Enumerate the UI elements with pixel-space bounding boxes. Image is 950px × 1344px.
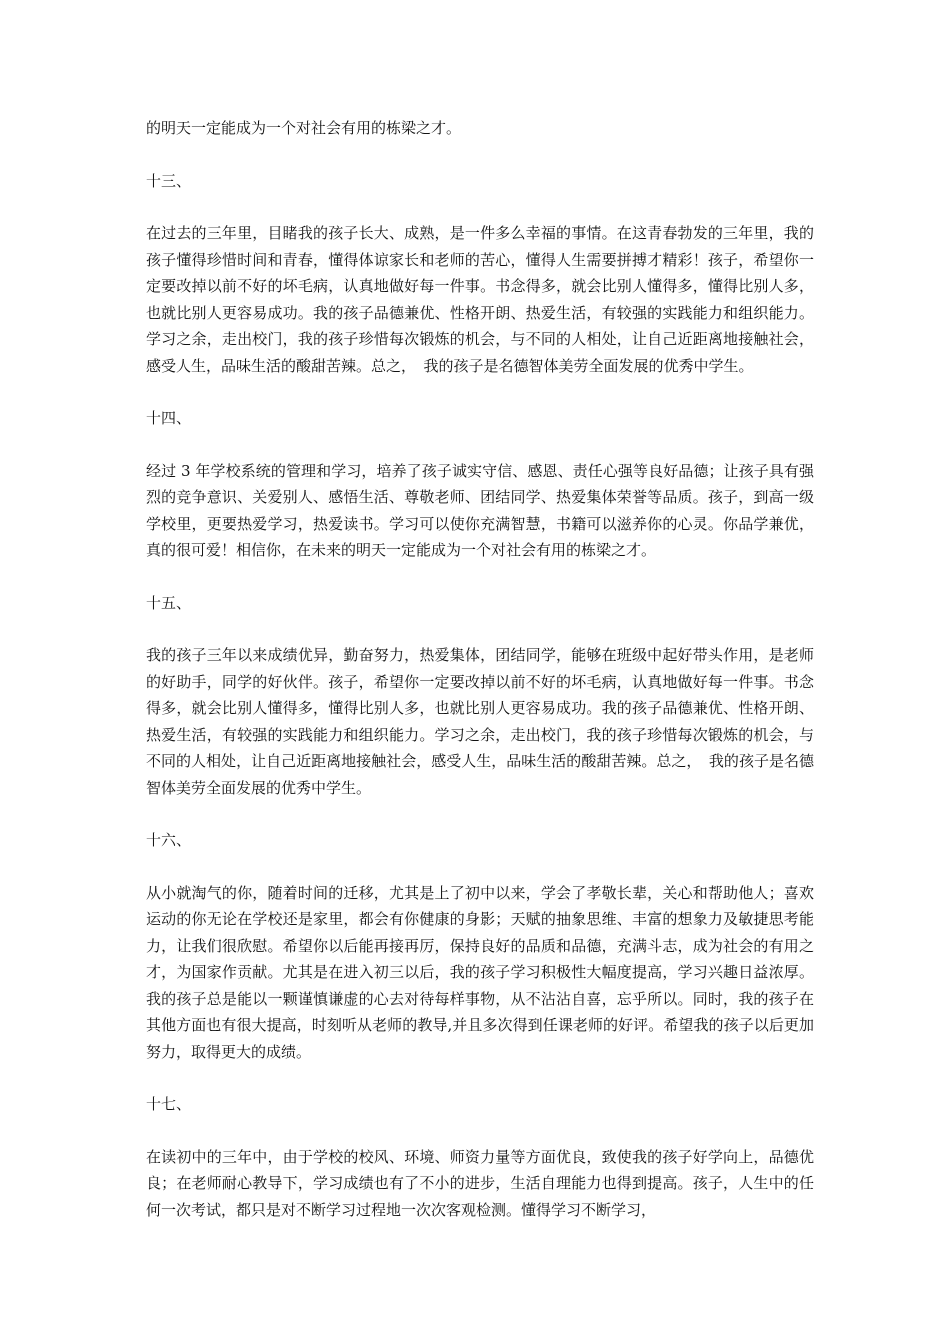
section-heading-16: 十六、 bbox=[146, 831, 192, 849]
paragraph-17: 在读初中的三年中，由于学校的校风、环境、师资力量等方面优良，致使我的孩子好学向上，品德优良；在老师耐心教导下，学习成绩也有了不小的进步，生活自理能力也得到提高。孩子，人生中的任何一次考试，都只是对不断学习过程地一次次客观检测。懂得学习不断学习， bbox=[146, 1147, 814, 1219]
paragraph-15: 我的孩子三年以来成绩优异，勤奋努力，热爱集体，团结同学，能够在班级中起好带头作用，是老师的好助手，同学的好伙伴。孩子，希望你一定要改掉以前不好的坏毛病，认真地做好每一件事。书念得多，就会比别人懂得多，懂得比别人多，也就比别人更容易成功。我的孩子品德兼优、性格开朗、热爱生活，有较强的实践能力和组织能力。学习之余，走出校门，我的孩子珍惜每次锻炼的机会，与不同的人相处，让自己近距离地接触社会，感受人生，品味生活的酸甜苦辣。总之， 我的孩子是名德智体美劳全面发展的优秀中学生。 bbox=[146, 646, 814, 797]
paragraph-continued: 的明天一定能成为一个对社会有用的栋梁之才。 bbox=[146, 119, 462, 137]
section-heading-14: 十四、 bbox=[146, 409, 192, 427]
paragraph-13: 在过去的三年里，目睹我的孩子长大、成熟，是一件多么幸福的事情。在这青春勃发的三年里，我的孩子懂得珍惜时间和青春，懂得体谅家长和老师的苦心，懂得人生需要拼搏才精彩！孩子，希望你一定要改掉以前不好的坏毛病，认真地做好每一件事。书念得多，就会比别人懂得多，懂得比别人多，也就比别人更容易成功。我的孩子品德兼优、性格开朗、热爱生活，有较强的实践能力和组织能力。学习之余，走出校门，我的孩子珍惜每次锻炼的机会，与不同的人相处，让自己近距离地接触社会，感受人生，品味生活的酸甜苦辣。总之， 我的孩子是名德智体美劳全面发展的优秀中学生。 bbox=[146, 224, 814, 375]
section-heading-15: 十五、 bbox=[146, 593, 192, 612]
section-heading-17: 十七、 bbox=[146, 1095, 192, 1113]
paragraph-14: 经过 3 年学校系统的管理和学习，培养了孩子诚实守信、感恩、责任心强等良好品德；让孩子具有强烈的竞争意识、关爱别人、感悟生活、尊敬老师、团结同学、热爱集体荣誉等品质。孩子，到高一级学校里，更要热爱学习，热爱读书。学习可以使你充满智慧，书籍可以滋养你的心灵。你品学兼优，真的很可爱！相信你，在未来的明天一定能成为一个对社会有用的栋梁之才。 bbox=[146, 461, 814, 559]
section-heading-13: 十三、 bbox=[146, 171, 192, 190]
document-body bbox=[146, 115, 814, 1223]
paragraph-16: 从小就淘气的你，随着时间的迁移，尤其是上了初中以来，学会了孝敬长辈，关心和帮助他人；喜欢运动的你无论在学校还是家里，都会有你健康的身影；天赋的抽象思维、丰富的想象力及敏捷思考能力，让我们很欣慰。希望你以后能再接再厉，保持良好的品质和品德，充满斗志，成为社会的有用之才，为国家作贡献。尤其是在进入初三以后，我的孩子学习积极性大幅度提高，学习兴趣日益浓厚。我的孩子总是能以一颗谨慎谦虚的心去对待每样事物，从不沾沾自喜，忘乎所以。同时，我的孩子在其他方面也有很大提高，时刻听从老师的教导,并且多次得到任课老师的好评。希望我的孩子以后更加努力，取得更大的成绩。 bbox=[146, 883, 814, 1061]
